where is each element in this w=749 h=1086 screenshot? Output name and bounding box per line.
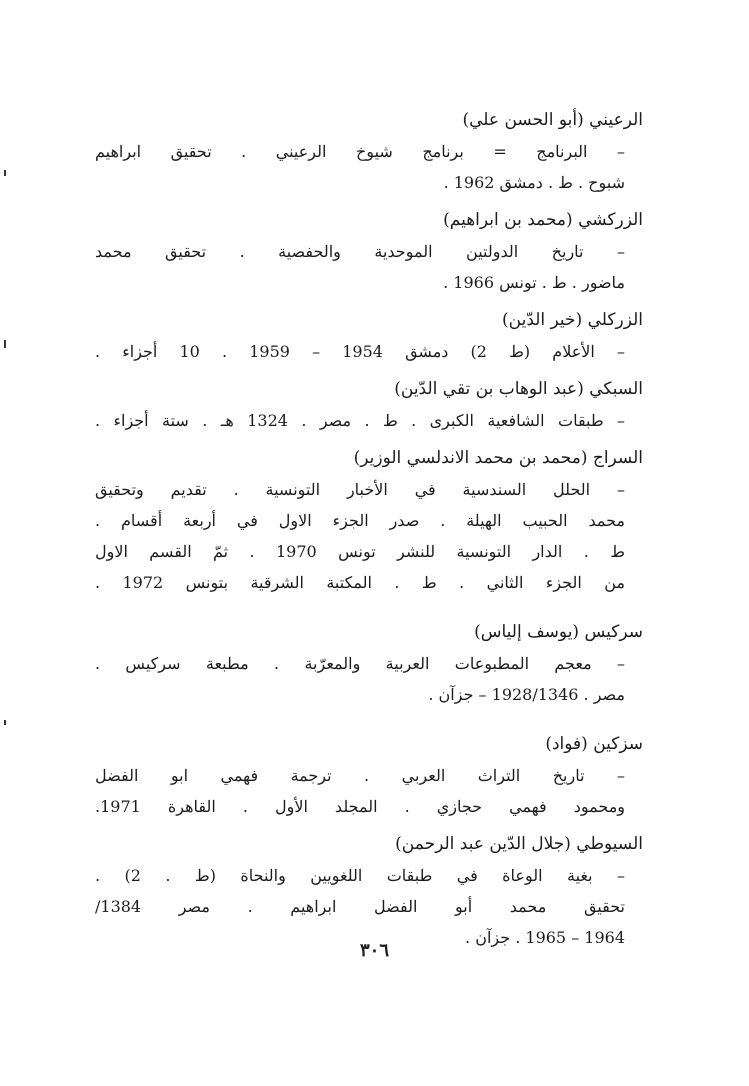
entry-reference bbox=[95, 405, 643, 436]
entry-author: السيوطي (جلال الدّين عبد الرحمن) bbox=[395, 834, 643, 854]
reference-line: شبوح . ط . دمشق 1962 . bbox=[443, 173, 625, 192]
reference-line: 1964 – 1965 . جزآن . bbox=[465, 928, 625, 947]
margin-mark-middle bbox=[4, 340, 6, 348]
reference-line: مصر . 1928/1346 – جزآن . bbox=[428, 685, 625, 704]
entry-author: سركيس (يوسف إلياس) bbox=[474, 622, 643, 642]
reference-line: – تاريخ الدولتين الموحدية والحفصية . تحقيق محمد bbox=[95, 242, 625, 261]
reference-line: من الجزء الثاني . ط . المكتبة الشرقية بتونس 1972 . bbox=[95, 573, 625, 592]
reference-line: ط . الدار التونسية للنشر تونس 1970 . ثمّ القسم الاول bbox=[95, 542, 625, 561]
reference-line: – الأعلام (ط 2) دمشق 1954 – 1959 . 10 أجزاء . bbox=[95, 342, 626, 361]
section-gap bbox=[95, 716, 643, 728]
section-gap bbox=[95, 604, 643, 616]
reference-line: محمد الحبيب الهيلة . صدر الجزء الاول في أربعة أقسام . bbox=[95, 511, 625, 530]
entry-author: الزركلي (خير الدّين) bbox=[502, 310, 643, 330]
bibliography-entry bbox=[95, 204, 643, 298]
margin-mark-lower bbox=[4, 720, 6, 725]
margin-mark-top bbox=[4, 170, 6, 176]
bibliography-entry bbox=[95, 728, 643, 822]
bibliography-entry bbox=[95, 104, 643, 198]
reference-line: ومحمود فهمي حجازي . المجلد الأول . القاهرة 1971. bbox=[95, 797, 625, 816]
reference-line: – البرنامج = برنامج شيوخ الرعيني . تحقيق ابراهيم bbox=[95, 142, 625, 161]
bibliography-entry bbox=[95, 373, 643, 436]
entry-reference bbox=[95, 336, 643, 367]
bibliography-entry bbox=[95, 304, 643, 367]
bibliography-page bbox=[95, 104, 643, 959]
bibliography-entry bbox=[95, 442, 643, 598]
reference-line: ماضور . ط . تونس 1966 . bbox=[443, 273, 625, 292]
entry-reference bbox=[95, 136, 643, 198]
bibliography-entry bbox=[95, 616, 643, 710]
reference-line: – طبقات الشافعية الكبرى . ط . مصر . 1324 هـ . ستة أجزاء . bbox=[95, 411, 625, 430]
entry-reference bbox=[95, 474, 643, 598]
entry-author: سزكين (فواد) bbox=[545, 734, 643, 754]
entry-author: الزركشي (محمد بن ابراهيم) bbox=[443, 210, 643, 230]
entry-author: السراج (محمد بن محمد الاندلسي الوزير) bbox=[353, 448, 643, 468]
entry-author: الرعيني (أبو الحسن علي) bbox=[462, 110, 643, 130]
page-number: ٣٠٦ bbox=[359, 940, 389, 961]
reference-line: – بغية الوعاة في طبقات اللغويين والنحاة (ط . 2) . bbox=[95, 866, 626, 885]
entry-reference bbox=[95, 236, 643, 298]
reference-line: تحقيق محمد أبو الفضل ابراهيم . مصر 1384/ bbox=[95, 897, 625, 916]
reference-line: – الحلل السندسية في الأخبار التونسية . تقديم وتحقيق bbox=[95, 480, 625, 499]
entry-reference bbox=[95, 648, 643, 710]
bibliography-entry bbox=[95, 828, 643, 953]
entry-author: السبكي (عبد الوهاب بن تقي الدّين) bbox=[394, 379, 643, 399]
reference-line: – معجم المطبوعات العربية والمعرّبة . مطبعة سركيس . bbox=[95, 654, 625, 673]
reference-line: – تاريخ التراث العربي . ترجمة فهمي ابو الفضل bbox=[95, 766, 625, 785]
entry-reference bbox=[95, 760, 643, 822]
